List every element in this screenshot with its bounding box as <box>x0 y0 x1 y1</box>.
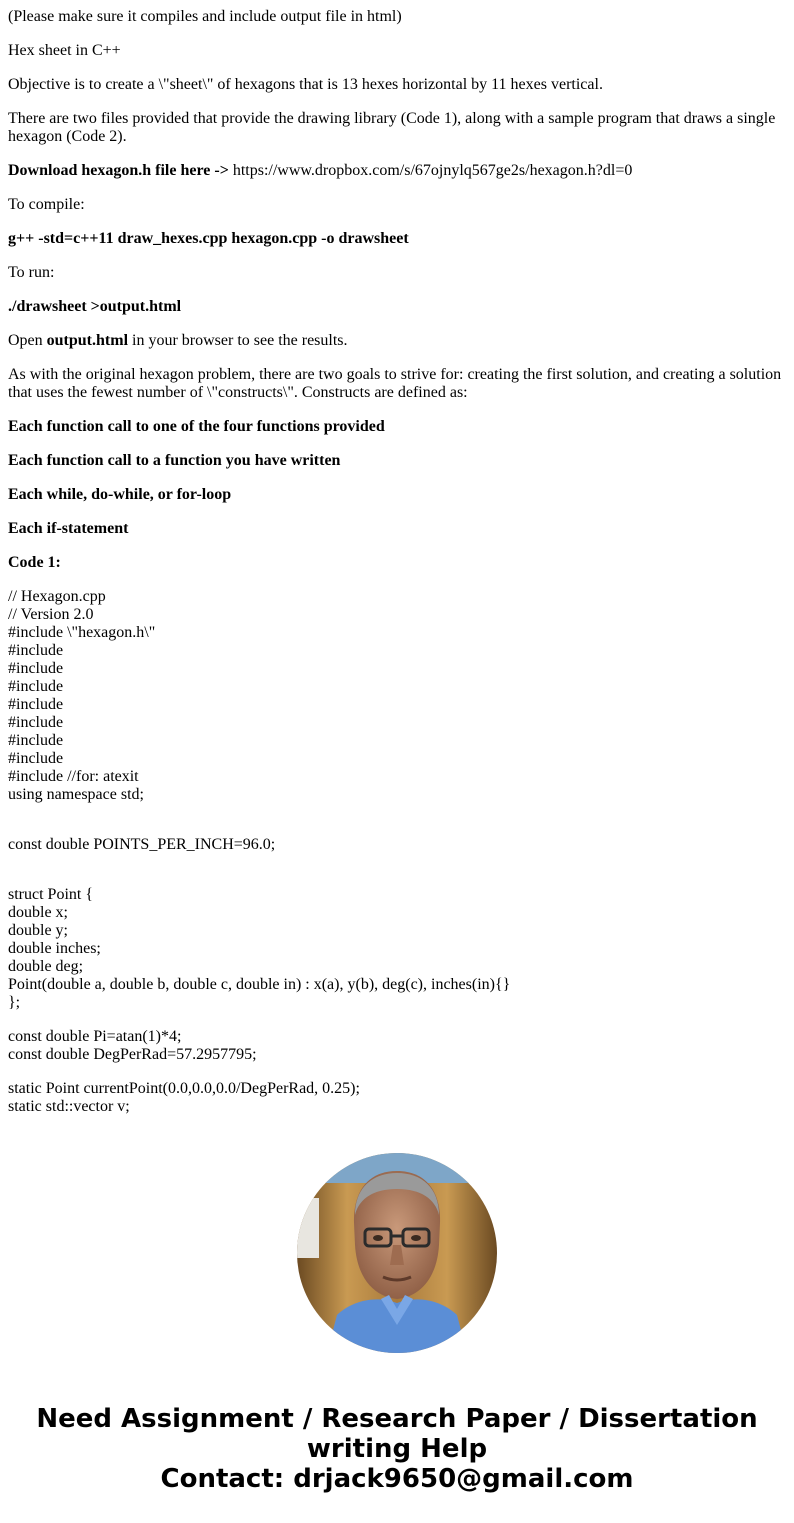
construct-item-text: Each if-statement <box>8 520 129 537</box>
banner-line-2: writing Help <box>306 1434 488 1464</box>
code-line <box>8 804 786 820</box>
code-line: double deg; <box>8 958 84 975</box>
avatar-portrait <box>297 1153 497 1353</box>
code-line: #include <box>8 642 64 659</box>
code-line: #include <box>8 660 64 677</box>
code-line <box>8 870 786 886</box>
code1-block <box>8 588 786 1116</box>
files-description: There are two files provided that provide the drawing library (Code 1), along with a sample program that draws a single hexagon (Code 2). <box>8 110 776 145</box>
code1-label: Code 1: <box>8 554 61 571</box>
code-line: #include <box>8 678 64 695</box>
run-command-text: ./drawsheet >output.html <box>8 298 182 315</box>
code-line: #include <box>8 714 64 731</box>
page-title: Hex sheet in C++ <box>8 42 121 59</box>
code-line: static std::vector v; <box>8 1098 130 1115</box>
document-body <box>8 8 786 1132</box>
code1-heading <box>8 554 786 572</box>
construct-item <box>8 486 786 504</box>
code-line: #include \"hexagon.h\" <box>8 624 156 641</box>
code-line: const double Pi=atan(1)*4; <box>8 1028 182 1045</box>
open-instruction <box>8 332 786 350</box>
intro-note: (Please make sure it compiles and include output file in html) <box>8 8 402 25</box>
code-line: const double POINTS_PER_INCH=96.0; <box>8 836 276 853</box>
open-prefix: Open <box>8 332 47 349</box>
run-command <box>8 298 786 316</box>
construct-item-text: Each function call to one of the four functions provided <box>8 418 385 435</box>
goals-text: As with the original hexagon problem, there are two goals to strive for: creating the first solution, and creating a solution that uses the fewest number of \"constructs\". Constructs are defined as: <box>8 366 782 401</box>
promo-banner <box>0 1404 794 1494</box>
code-line: }; <box>8 994 21 1011</box>
download-url[interactable]: https://www.dropbox.com/s/67ojnylq567ge2s/hexagon.h?dl=0 <box>228 162 633 179</box>
author-avatar <box>297 1153 497 1353</box>
code-line: #include //for: atexit <box>8 768 139 785</box>
construct-item <box>8 418 786 436</box>
code-line: Point(double a, double b, double c, double in) : x(a), y(b), deg(c), inches(in){} <box>8 976 511 993</box>
open-file-name: output.html <box>46 332 129 349</box>
code-line: // Hexagon.cpp <box>8 588 106 605</box>
download-label: Download hexagon.h file here -> <box>8 162 229 179</box>
code-line: struct Point { <box>8 886 94 903</box>
code-line: #include <box>8 732 64 749</box>
code-line: // Version 2.0 <box>8 606 94 623</box>
code-line <box>8 854 786 870</box>
construct-item-text: Each while, do-while, or for-loop <box>8 486 232 503</box>
code-line <box>8 1012 786 1028</box>
construct-item-text: Each function call to a function you have written <box>8 452 341 469</box>
compile-label: To compile: <box>8 196 85 213</box>
code-line <box>8 1064 786 1080</box>
banner-line-1: Need Assignment / Research Paper / Dissertation <box>36 1404 758 1434</box>
code-line: double inches; <box>8 940 101 957</box>
construct-item <box>8 452 786 470</box>
code-line <box>8 820 786 836</box>
banner-contact: Contact: drjack9650@gmail.com <box>160 1464 634 1494</box>
compile-command-text: g++ -std=c++11 draw_hexes.cpp hexagon.cpp -o drawsheet <box>8 230 409 247</box>
code-line: const double DegPerRad=57.2957795; <box>8 1046 257 1063</box>
compile-command <box>8 230 786 248</box>
code-line: using namespace std; <box>8 786 144 803</box>
code-line: double x; <box>8 904 68 921</box>
download-line <box>8 162 786 180</box>
objective-text: Objective is to create a \"sheet\" of hexagons that is 13 hexes horizontal by 11 hexes vertical. <box>8 76 603 93</box>
code-line: double y; <box>8 922 68 939</box>
code-line: #include <box>8 750 64 767</box>
construct-item <box>8 520 786 538</box>
open-suffix: in your browser to see the results. <box>128 332 348 349</box>
code-line: #include <box>8 696 64 713</box>
code-line: static Point currentPoint(0.0,0.0,0.0/DegPerRad, 0.25); <box>8 1080 360 1097</box>
run-label: To run: <box>8 264 55 281</box>
